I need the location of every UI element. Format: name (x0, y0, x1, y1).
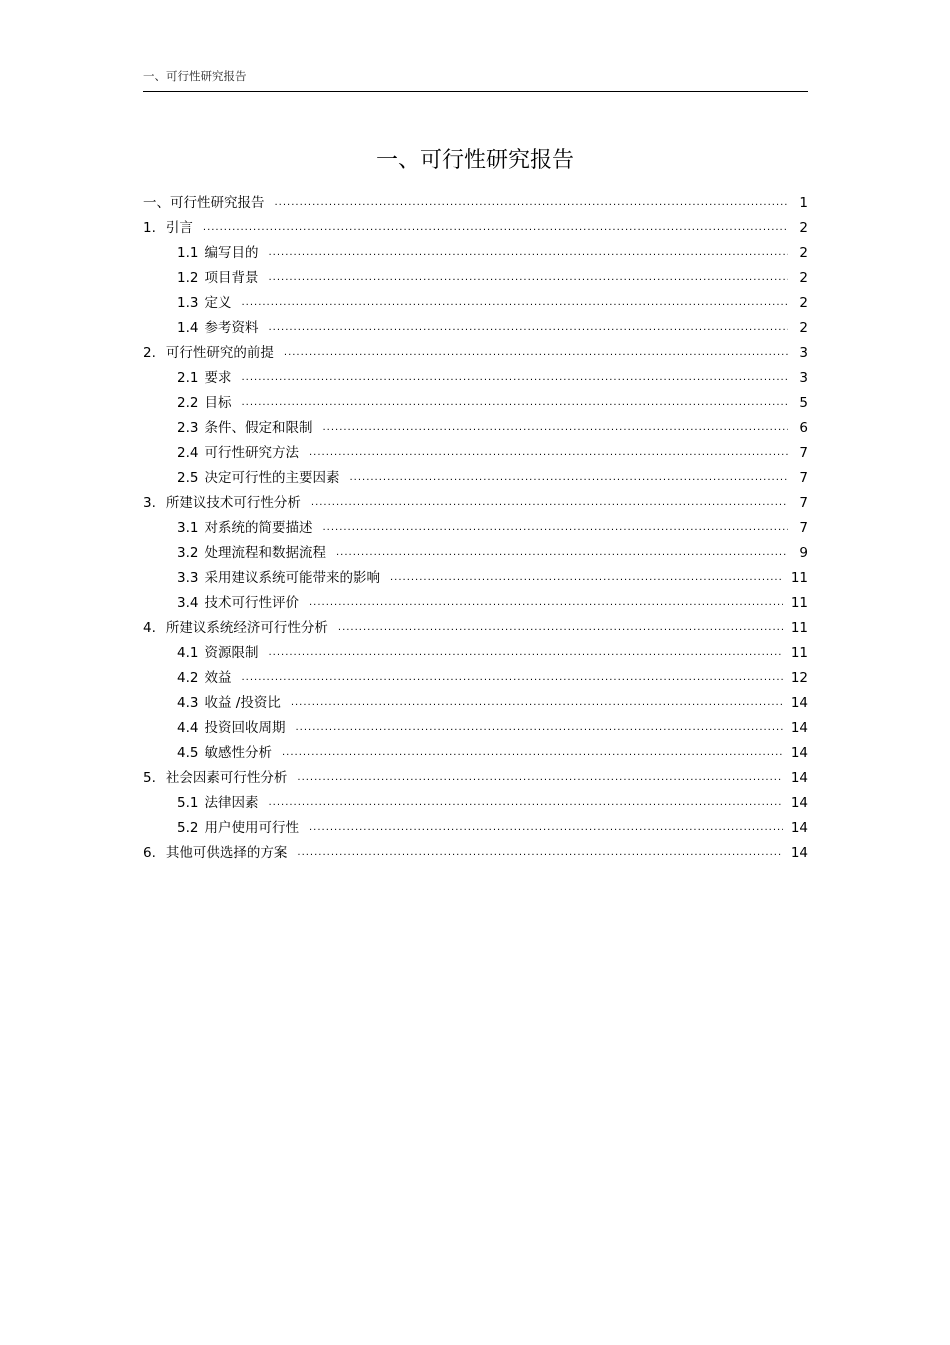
toc-entry[interactable] (143, 541, 808, 566)
toc-dot-leader (268, 265, 788, 290)
toc-entry-number: 4.4 (177, 720, 199, 736)
toc-entry[interactable] (143, 241, 808, 266)
toc-entry-page: 1 (799, 195, 808, 211)
toc-entry-page: 11 (790, 570, 808, 586)
toc-entry-number: 4.1 (177, 645, 199, 661)
toc-entry[interactable] (143, 366, 808, 391)
toc-entry[interactable] (143, 291, 808, 316)
toc-entry-number: 1.2 (177, 270, 199, 286)
toc-entry-page: 14 (790, 770, 808, 786)
toc-entry-label: 效益 (204, 670, 232, 686)
toc-entry-label: 法律因素 (204, 795, 259, 811)
toc-entry-page: 3 (799, 345, 808, 361)
toc-entry[interactable] (143, 841, 808, 866)
toc-entry-page: 7 (799, 495, 808, 511)
toc-entry[interactable] (143, 691, 808, 716)
toc-entry-label: 所建议系统经济可行性分析 (165, 620, 328, 636)
toc-entry-number: 3.3 (177, 570, 199, 586)
toc-entry[interactable] (143, 341, 808, 366)
toc-entry[interactable] (143, 191, 808, 216)
toc-dot-leader (284, 340, 788, 365)
toc-entry-number: 1.1 (177, 245, 199, 261)
running-title: 一、可行性研究报告 (143, 69, 247, 83)
toc-entry-page: 2 (799, 245, 808, 261)
toc-entry-page: 6 (799, 420, 808, 436)
toc-entry-number: 5. (143, 770, 156, 786)
toc-dot-leader (241, 290, 788, 315)
toc-dot-leader (338, 615, 783, 640)
toc-entry-number: 3. (143, 495, 156, 511)
toc-entry[interactable] (143, 816, 808, 841)
toc-entry-label: 条件、假定和限制 (204, 420, 313, 436)
toc-dot-leader (322, 515, 788, 540)
toc-entry-number: 2. (143, 345, 156, 361)
toc-entry-page: 14 (790, 795, 808, 811)
toc-entry-page: 3 (799, 370, 808, 386)
toc-dot-leader (275, 190, 789, 215)
toc-entry[interactable] (143, 766, 808, 791)
toc-entry-label: 要求 (204, 370, 232, 386)
toc-entry[interactable] (143, 616, 808, 641)
toc-entry[interactable] (143, 391, 808, 416)
toc-entry-page: 14 (790, 820, 808, 836)
toc-entry-page: 7 (799, 470, 808, 486)
toc-entry-number: 2.3 (177, 420, 199, 436)
toc-dot-leader (390, 565, 783, 590)
toc-entry-label: 采用建议系统可能带来的影响 (204, 570, 380, 586)
toc-entry-label: 编写目的 (204, 245, 259, 261)
toc-dot-leader (309, 815, 783, 840)
toc-entry-number: 3.1 (177, 520, 199, 536)
toc-entry-number: 5.1 (177, 795, 199, 811)
toc-entry-page: 14 (790, 845, 808, 861)
toc-entry-page: 9 (799, 545, 808, 561)
toc-dot-leader (336, 540, 788, 565)
toc-entry-page: 11 (790, 595, 808, 611)
toc-dot-leader (349, 465, 788, 490)
toc-dot-leader (241, 365, 788, 390)
toc-entry[interactable] (143, 666, 808, 691)
toc-entry-label: 一、可行性研究报告 (143, 195, 265, 211)
toc-dot-leader (282, 740, 783, 765)
toc-entry-label: 参考资料 (204, 320, 259, 336)
toc-entry[interactable] (143, 741, 808, 766)
toc-entry[interactable] (143, 566, 808, 591)
toc-entry-page: 7 (799, 520, 808, 536)
toc-entry[interactable] (143, 716, 808, 741)
toc-entry-label: 处理流程和数据流程 (204, 545, 326, 561)
toc-dot-leader (322, 415, 788, 440)
toc-entry-number: 2.2 (177, 395, 199, 411)
toc-entry-label: 用户使用可行性 (204, 820, 299, 836)
toc-entry-page: 11 (790, 645, 808, 661)
toc-entry[interactable] (143, 266, 808, 291)
toc-entry-page: 11 (790, 620, 808, 636)
toc-entry-page: 14 (790, 695, 808, 711)
toc-entry[interactable] (143, 466, 808, 491)
toc-entry-number: 1.4 (177, 320, 199, 336)
toc-dot-leader (311, 490, 788, 515)
toc-entry-page: 2 (799, 220, 808, 236)
toc-entry-number: 4.2 (177, 670, 199, 686)
toc-entry[interactable] (143, 516, 808, 541)
toc-entry-number: 2.4 (177, 445, 199, 461)
toc-dot-leader (268, 240, 788, 265)
table-of-contents (143, 191, 808, 866)
toc-entry-number: 1. (143, 220, 156, 236)
toc-entry-label: 可行性研究方法 (204, 445, 299, 461)
toc-dot-leader (241, 665, 782, 690)
toc-dot-leader (268, 315, 788, 340)
toc-dot-leader (309, 590, 783, 615)
toc-entry-number: 2.5 (177, 470, 199, 486)
toc-entry-page: 12 (790, 670, 808, 686)
toc-entry-label: 决定可行性的主要因素 (204, 470, 340, 486)
toc-entry[interactable] (143, 316, 808, 341)
toc-entry-page: 2 (799, 270, 808, 286)
toc-dot-leader (268, 790, 782, 815)
toc-entry-label: 其他可供选择的方案 (165, 845, 288, 861)
document-title: 一、可行性研究报告 (375, 148, 574, 173)
toc-entry-page: 7 (799, 445, 808, 461)
toc-entry-number: 3.2 (177, 545, 199, 561)
toc-dot-leader (291, 690, 783, 715)
toc-entry-page: 2 (799, 320, 808, 336)
toc-entry-number: 6. (143, 845, 156, 861)
toc-dot-leader (268, 640, 782, 665)
toc-entry[interactable] (143, 441, 808, 466)
toc-entry-label: 项目背景 (204, 270, 259, 286)
toc-dot-leader (297, 840, 782, 865)
toc-entry-label: 对系统的简要描述 (204, 520, 313, 536)
toc-entry-number: 4.5 (177, 745, 199, 761)
toc-entry-label: 收益 /投资比 (204, 695, 281, 711)
toc-entry-page: 14 (790, 720, 808, 736)
toc-dot-leader (295, 715, 782, 740)
toc-entry-page: 14 (790, 745, 808, 761)
toc-entry-label: 资源限制 (204, 645, 259, 661)
page-header (143, 66, 808, 92)
toc-entry-label: 目标 (204, 395, 232, 411)
toc-entry[interactable] (143, 216, 808, 241)
toc-entry-label: 引言 (165, 220, 193, 236)
toc-entry-label: 投资回收周期 (204, 720, 286, 736)
toc-entry-label: 所建议技术可行性分析 (165, 495, 301, 511)
toc-entry-label: 技术可行性评价 (204, 595, 299, 611)
toc-dot-leader (297, 765, 782, 790)
toc-entry-number: 4.3 (177, 695, 199, 711)
toc-entry-number: 5.2 (177, 820, 199, 836)
toc-entry[interactable] (143, 791, 808, 816)
toc-entry-label: 定义 (204, 295, 232, 311)
toc-entry-number: 1.3 (177, 295, 199, 311)
toc-entry-label: 敏感性分析 (204, 745, 272, 761)
toc-entry-number: 2.1 (177, 370, 199, 386)
toc-entry[interactable] (143, 641, 808, 666)
toc-entry-number: 4. (143, 620, 156, 636)
toc-dot-leader (241, 390, 788, 415)
toc-entry[interactable] (143, 491, 808, 516)
toc-entry-number: 3.4 (177, 595, 199, 611)
toc-entry-label: 社会因素可行性分析 (165, 770, 288, 786)
toc-entry-page: 2 (799, 295, 808, 311)
toc-entry[interactable] (143, 591, 808, 616)
toc-dot-leader (203, 215, 788, 240)
toc-entry[interactable] (143, 416, 808, 441)
toc-entry-label: 可行性研究的前提 (165, 345, 274, 361)
toc-entry-page: 5 (799, 395, 808, 411)
toc-dot-leader (309, 440, 788, 465)
